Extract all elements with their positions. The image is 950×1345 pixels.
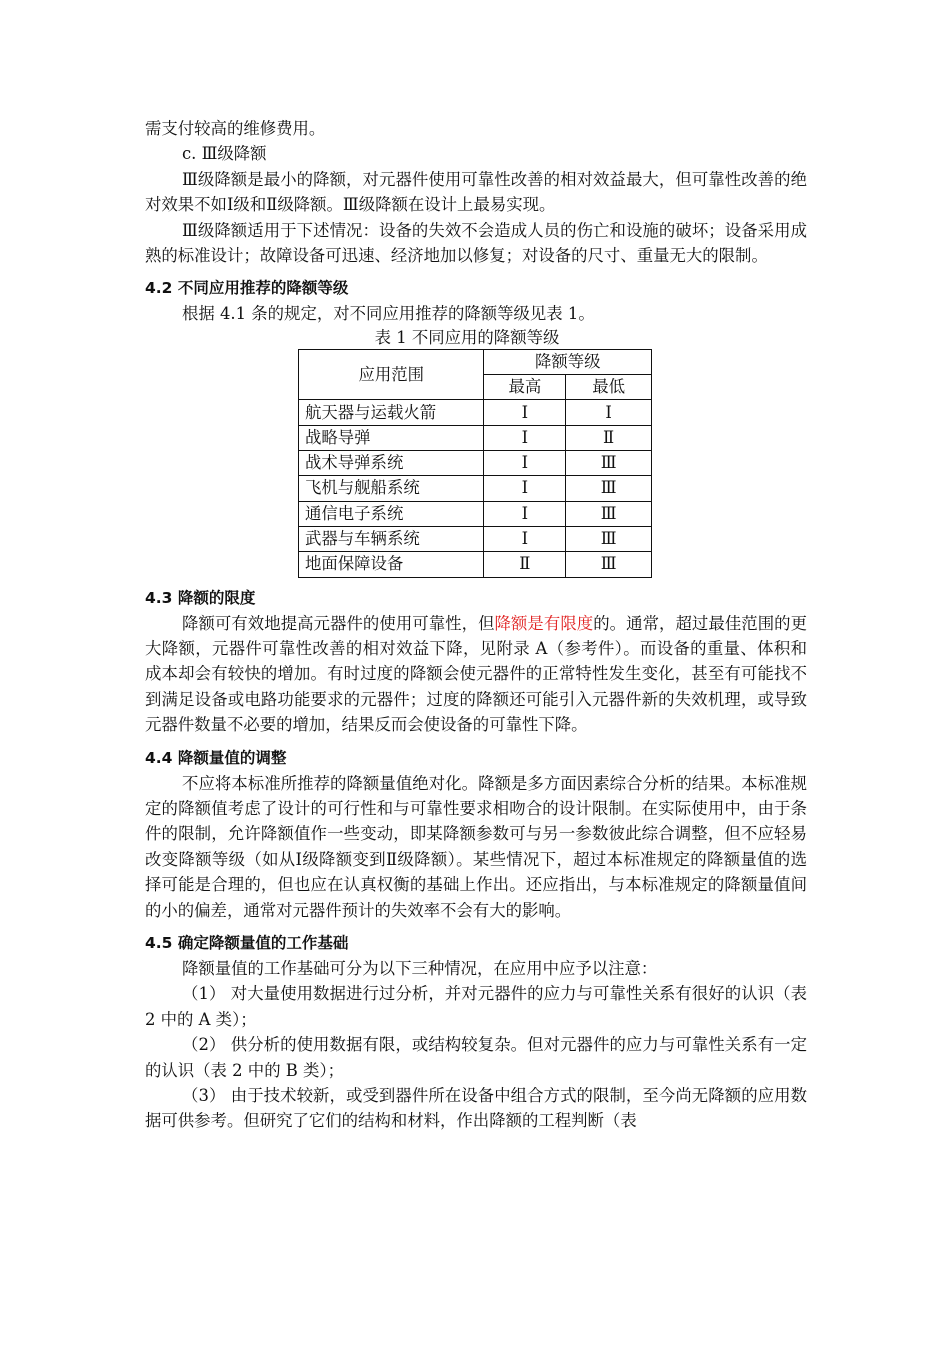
table-cell-max: Ⅱ [484,552,566,577]
table-row [299,425,652,450]
table-cell-min: Ⅲ [566,476,652,501]
paragraph-4-4: 不应将本标准所推荐的降额量值绝对化。降额是多方面因素综合分析的结果。本标准规定的降额值考虑了设计的可行性和与可靠性要求相吻合的设计限制。在实际使用中，由于条件的限制，允许降额值作一些变动，即某降额参数可与另一参数彼此综合调整，但不应轻易改变降额等级（如从Ⅰ级降额变到Ⅱ级降额）。某些情况下，超过本标准规定的降额量值的选择可能是合理的，但也应在认真权衡的基础上作出。还应指出，与本标准规定的降额量值间的小的偏差，通常对元器件预计的失效率不会有大的影响。 [145,773,807,920]
table-cell-scope: 航天器与运载火箭 [299,400,484,425]
table-header-min: 最低 [566,375,652,400]
table-cell-max: Ⅰ [484,425,566,450]
table-cell-scope: 地面保障设备 [299,552,484,577]
section-heading-4-3: 4.3 降额的限度 [145,588,256,607]
table-cell-min: Ⅲ [566,552,652,577]
table-row [299,451,652,476]
table-cell-max: Ⅰ [484,526,566,551]
table-cell-max: Ⅰ [484,400,566,425]
list-item-3: （3） 由于技术较新，或受到器件所在设备中组合方式的限制，至今尚无降额的应用数据可供参考。但研究了它们的结构和材料，作出降额的工程判断（表 [145,1086,807,1131]
table-cell-scope: 武器与车辆系统 [299,526,484,551]
section-heading-4-4: 4.4 降额量值的调整 [145,748,287,767]
table-cell-min: Ⅲ [566,501,652,526]
list-item-2: （2） 供分析的使用数据有限，或结构较复杂。但对元器件的应力与可靠性关系有一定的认识（表 2 中的 B 类）； [145,1035,807,1080]
paragraph-4-3-part-a: 降额可有效地提高元器件的使用可靠性，但 [182,613,495,633]
table-cell-max: Ⅰ [484,476,566,501]
table-caption: 表 1 不同应用的降额等级 [374,327,560,347]
table-cell-scope: 战略导弹 [299,425,484,450]
table-row [299,476,652,501]
paragraph-grade3-desc: Ⅲ级降额是最小的降额，对元器件使用可靠性改善的相对效益最大，但可靠性改善的绝对效果不如Ⅰ级和Ⅱ级降额。Ⅲ级降额在设计上最易实现。 [145,169,807,215]
paragraph-4-5-intro: 降额量值的工作基础可分为以下三种情况，在应用中应予以注意： [182,958,658,978]
table-header-grade: 降额等级 [484,349,652,374]
table-cell-min: Ⅲ [566,526,652,551]
table-cell-min: Ⅲ [566,451,652,476]
derating-table [298,349,652,578]
section-heading-4-2: 4.2 不同应用推荐的降额等级 [145,279,349,298]
item-c-grade3: c. Ⅲ级降额 [182,144,267,164]
paragraph-4-2: 根据 4.1 条的规定，对不同应用推荐的降额等级见表 1。 [182,304,595,324]
table-cell-scope: 战术导弹系统 [299,451,484,476]
paragraph-grade3-usage: Ⅲ级降额适用于下述情况：设备的失效不会造成人员的伤亡和设施的破坏；设备采用成熟的标准设计；故障设备可迅速、经济地加以修复；对设备的尺寸、重量无大的限制。 [145,220,807,266]
paragraph-maintenance-cost: 需支付较高的维修费用。 [145,119,326,138]
table-cell-min: Ⅱ [566,425,652,450]
table-cell-max: Ⅰ [484,451,566,476]
list-item-1: （1） 对大量使用数据进行过分析，并对元器件的应力与可靠性关系有很好的认识（表 2 中的 A 类）； [145,984,807,1029]
paragraph-4-3 [145,611,807,738]
document-page [145,116,807,1134]
table-cell-max: Ⅰ [484,501,566,526]
table-cell-min: Ⅰ [566,400,652,425]
table-row [299,400,652,425]
table-row [299,552,652,577]
table-row [299,501,652,526]
paragraph-4-3-part-b: 的。通常，超过最佳范围的更大降额，元器件可靠性改善的相对效益下降，见附录 A（参考件）。而设备的重量、体积和成本却会有较快的增加。有时过度的降额会使元器件的正常特性发生变化，甚至有可能找不到满足设备或电路功能要求的元器件；过度的降额还可能引入元器件新的失效机理，或导致元器件数量不必要的增加，结果反而会使设备的可靠性下降。 [145,613,808,735]
table-cell-scope: 通信电子系统 [299,501,484,526]
table-cell-scope: 飞机与舰船系统 [299,476,484,501]
section-heading-4-5: 4.5 确定降额量值的工作基础 [145,933,349,952]
highlighted-phrase: 降额是有限度 [494,613,594,633]
table-header-max: 最高 [484,375,566,400]
table-row [299,526,652,551]
table-header-scope: 应用范围 [299,349,484,400]
